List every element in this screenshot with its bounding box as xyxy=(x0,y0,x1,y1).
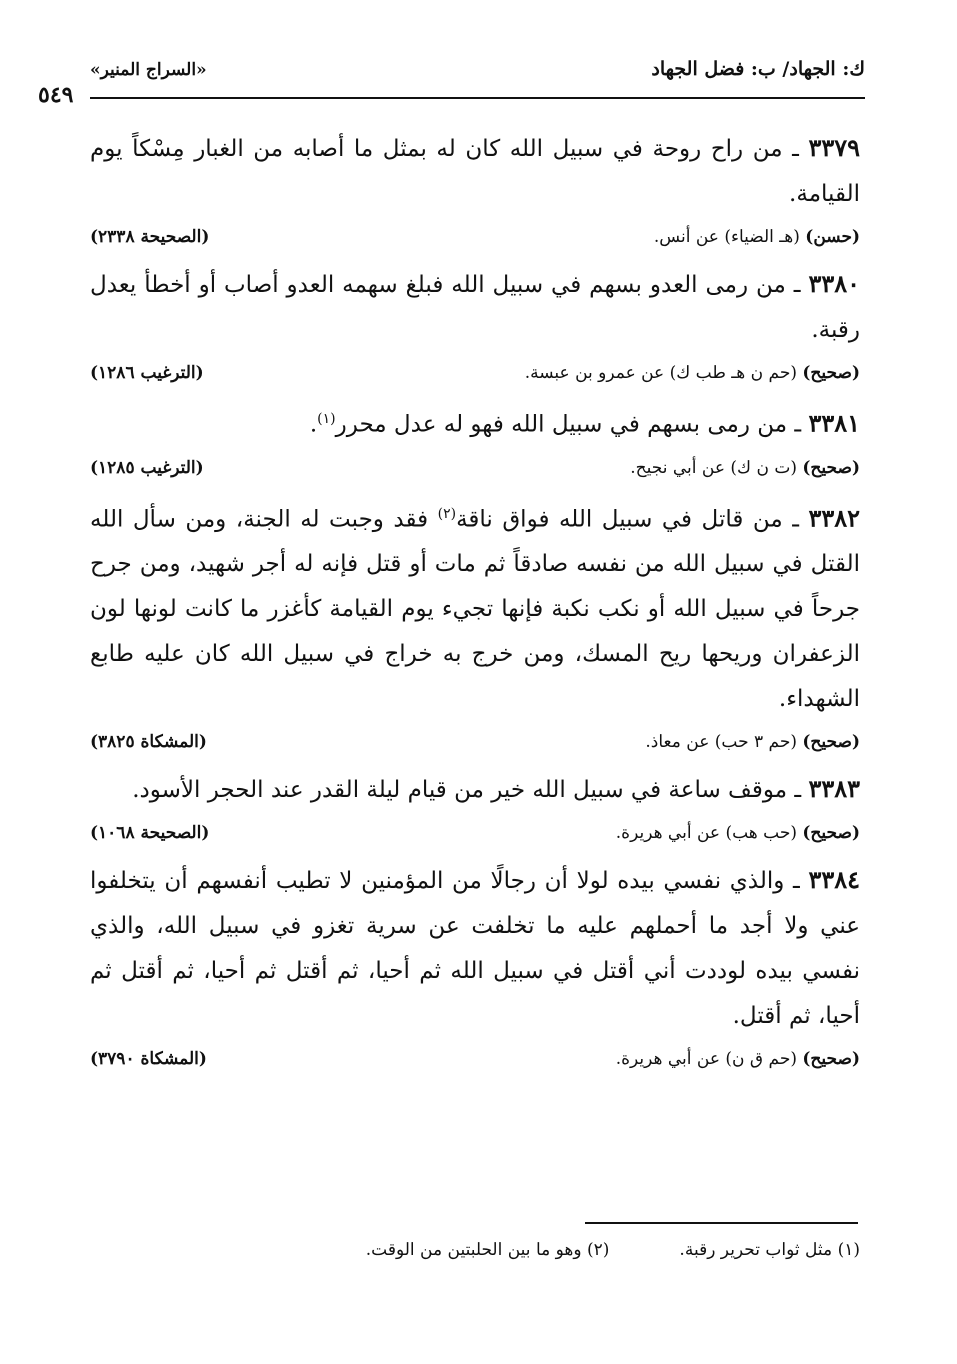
hadith-entry xyxy=(90,397,860,478)
hadith-reference: (الصحيحة ٢٣٣٨) xyxy=(90,227,210,247)
hadith-source: (هـ الضياء) عن أنس. xyxy=(653,227,800,247)
hadith-number: ٣٣٨٢ xyxy=(808,503,861,533)
hadith-text-block xyxy=(90,261,860,353)
hadith-grade: (صحيح) xyxy=(802,363,860,383)
page-number: ٥٤٩ xyxy=(38,82,74,108)
hadith-text: والذي نفسي بيده لولا أن رجالًا من المؤمنين لا تطيب أنفسهم أن يتخلفوا عني ولا أجد ما أحملهم عليه ما تخلفت عن سرية تغزو في سبيل الله، والذي نفسي بيده لوددت أني أقتل في سبيل الله ثم أحيا، ثم أقتل ثم أحيا، ثم أقتل ثم أحيا، ثم أقتل. xyxy=(90,868,860,1030)
hadith-text: من قاتل في سبيل الله فواق ناقة xyxy=(456,506,783,533)
hadith-number: ٣٣٨١ xyxy=(808,408,860,438)
footnote-marker-label: (١) xyxy=(837,1240,860,1260)
hadith-dash: ـ xyxy=(792,136,799,162)
hadith-reference: (المشكاة ٣٧٩٠) xyxy=(90,1049,207,1070)
hadith-dash: ـ xyxy=(792,506,799,533)
hadith-entry xyxy=(90,766,860,843)
hadith-meta xyxy=(90,458,860,478)
footnote-text: مثل ثواب تحرير رقبة. xyxy=(679,1240,833,1260)
hadith-text-end: . xyxy=(309,411,318,438)
hadith-source-line xyxy=(645,732,860,752)
hadith-text-block xyxy=(90,125,860,217)
hadith-reference: (الصحيحة ١٠٦٨) xyxy=(90,823,210,844)
hadith-text-block xyxy=(90,397,860,448)
hadith-dash: ـ xyxy=(793,272,801,298)
hadith-dash: ـ xyxy=(793,868,800,895)
hadith-list xyxy=(90,125,860,1083)
book-title: «السراج المنير» xyxy=(90,60,207,80)
hadith-text-end: فقد وجبت له الجنة، ومن سأل الله القتل في سبيل الله من نفسه صادقاً ثم مات أو قتل فإنه له أجر شهيد، ومن جرح جرحاً في سبيل الله أو نكب نكبة فإنها تجيء يوم القيامة كأغزر ما كانت لونها لون الزعفران وريحها ريح المسك، ومن خرج به خراج في سبيل الله كان عليه طابع الشهداء. xyxy=(90,506,860,713)
hadith-source-line xyxy=(616,1049,860,1069)
hadith-source: (حم ن هـ طب ك) عن عمرو بن عبسة. xyxy=(524,363,797,383)
hadith-source-line xyxy=(654,227,860,247)
hadith-text-block xyxy=(90,492,860,723)
footnote-marker-label: (٢) xyxy=(587,1240,610,1260)
hadith-text: من رمى العدو بسهم في سبيل الله فبلغ سهمه العدو أصاب أو أخطأ يعدل رقبة. xyxy=(90,272,860,343)
footnote-marker[interactable]: (٢) xyxy=(437,505,457,522)
hadith-source-line xyxy=(630,458,860,478)
hadith-grade: (صحيح) xyxy=(802,732,860,753)
footnote-text: وهو ما بين الحلبتين من الوقت. xyxy=(365,1240,582,1260)
hadith-entry xyxy=(90,857,860,1069)
hadith-source: (حم ق ن) عن أبي هريرة. xyxy=(615,1049,797,1070)
header-rule xyxy=(90,97,865,99)
hadith-text: موقف ساعة في سبيل الله خير من قيام ليلة القدر عند الحجر الأسود. xyxy=(132,777,788,804)
hadith-source: (حم ٣ حب) عن معاذ. xyxy=(645,732,797,753)
footnotes xyxy=(366,1240,860,1260)
hadith-entry xyxy=(90,492,860,753)
hadith-grade: (صحيح) xyxy=(802,823,860,844)
hadith-entry xyxy=(90,261,860,383)
hadith-meta xyxy=(90,363,860,383)
hadith-dash: ـ xyxy=(794,411,802,438)
hadith-grade: (صحيح) xyxy=(802,457,860,478)
chapter-header: ك: الجهاد/ ب: فضل الجهاد xyxy=(651,58,865,80)
hadith-meta xyxy=(90,1049,860,1069)
hadith-text-block xyxy=(90,766,860,813)
hadith-source: (حب هب) عن أبي هريرة. xyxy=(615,823,797,844)
hadith-dash: ـ xyxy=(794,777,802,804)
hadith-number: ٣٣٧٩ xyxy=(808,133,860,162)
hadith-number: ٣٣٨٤ xyxy=(808,865,861,895)
hadith-source: (ت ن ك) عن أبي نجيح. xyxy=(630,457,797,478)
hadith-text: من رمى بسهم في سبيل الله فهو له عدل محرر xyxy=(335,411,788,438)
footnote-rule xyxy=(585,1222,858,1224)
hadith-reference: (الترغيب ١٢٨٥) xyxy=(90,457,204,478)
hadith-source-line xyxy=(525,363,860,383)
footnote-marker[interactable]: (١) xyxy=(317,411,336,427)
footnote xyxy=(366,1240,610,1260)
hadith-reference: (الترغيب ١٢٨٦) xyxy=(90,363,204,383)
hadith-number: ٣٣٨٣ xyxy=(808,774,860,804)
hadith-meta xyxy=(90,732,860,752)
hadith-grade: (صحيح) xyxy=(802,1049,860,1070)
footnote xyxy=(679,1240,860,1260)
hadith-reference: (المشكاة ٣٨٢٥) xyxy=(90,732,207,753)
hadith-grade: (حسن) xyxy=(805,227,860,247)
hadith-text: من راح روحة في سبيل الله كان له بمثل ما أصابه من الغبار مِسْكاً يوم القيامة. xyxy=(90,136,860,207)
hadith-number: ٣٣٨٠ xyxy=(808,269,861,298)
hadith-text-block xyxy=(90,857,860,1039)
hadith-meta xyxy=(90,227,860,247)
hadith-meta xyxy=(90,823,860,843)
hadith-entry xyxy=(90,125,860,247)
hadith-source-line xyxy=(616,823,860,843)
